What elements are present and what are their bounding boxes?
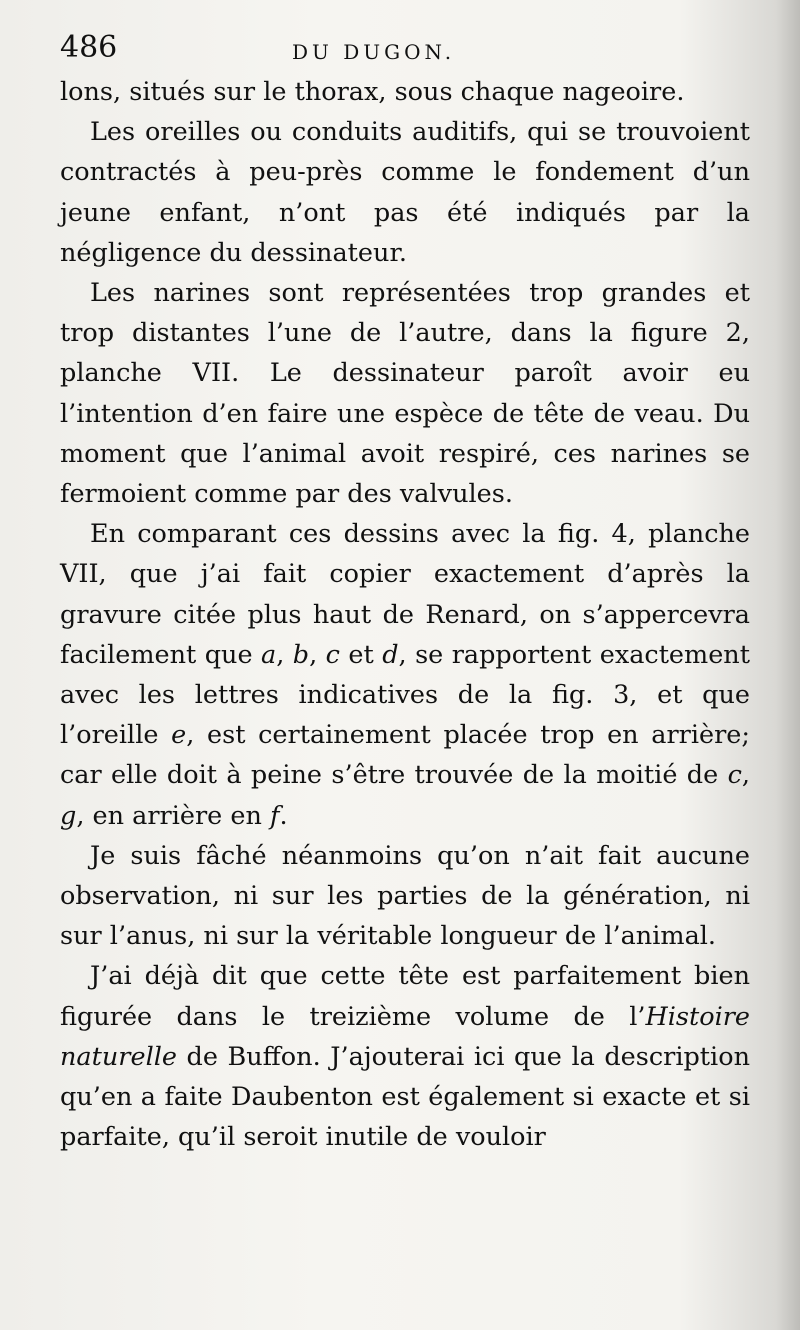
paragraph [60, 514, 750, 836]
figure-letter: g [60, 800, 77, 831]
paragraph: lons, situés sur le thorax, sous chaque nageoire. [60, 77, 685, 107]
text-run: , est certainement placée trop en arrière; car elle doit à peine s’être trouvée de la moitié de [60, 720, 750, 791]
paragraph [60, 956, 750, 1157]
paragraph: Les oreilles ou conduits auditifs, qui se trouvoient contractés à peu-près comme le fondement d’un jeune enfant, n’ont pas été indiqués par la négligence du dessinateur. [60, 117, 750, 268]
text-run: , en arrière en [76, 800, 270, 831]
page-number: 486 [60, 30, 118, 65]
running-head [60, 26, 740, 76]
running-title: DU DUGON. [292, 40, 456, 64]
figure-letter: b [292, 639, 310, 670]
text-run: En comparant ces dessins avec la fig. 4, planche VII, que j’ai fait copier exactement d’après la gravure citée plus haut de Renard, on s’appercevra facilement que [60, 519, 750, 670]
figure-letter: f [270, 800, 280, 831]
book-title: Histoire naturelle [60, 1001, 750, 1072]
text-run: , se rapportent exactement avec les lettres indicatives de la fig. 3, et que l’oreille [60, 639, 750, 751]
body-text [60, 72, 750, 1157]
figure-letter: c [325, 639, 340, 670]
figure-letter: c [727, 760, 742, 791]
text-run: de Buffon. J’ajouterai ici que la description qu’en a faite Daubenton est également si exacte et si parfaite, qu’il seroit inutile de vouloir [60, 1041, 750, 1153]
paragraph: Je suis fâché néanmoins qu’on n’ait fait aucune observation, ni sur les parties de la génération, ni sur l’anus, ni sur la véritable longueur de l’animal. [60, 840, 750, 952]
text-run: J’ai déjà dit que cette tête est parfaitement bien figurée dans le treizième volume de l’ [60, 961, 750, 1032]
paragraph: Les narines sont représentées trop grandes et trop distantes l’une de l’autre, dans la figure 2, planche VII. Le dessinateur paroît avoir eu l’intention d’en faire une espèce de tête de veau. Du moment que l’animal avoit respiré, ces narines se fermoient comme par des valvules. [60, 278, 750, 510]
figure-letter: a [261, 639, 277, 670]
text-run: , [309, 639, 326, 670]
text-run: , [276, 639, 293, 670]
text-run: et [339, 639, 383, 670]
text-run: . [279, 800, 288, 831]
figure-letter: d [382, 639, 399, 670]
figure-letter: e [171, 720, 187, 751]
text-run: , [741, 760, 750, 791]
